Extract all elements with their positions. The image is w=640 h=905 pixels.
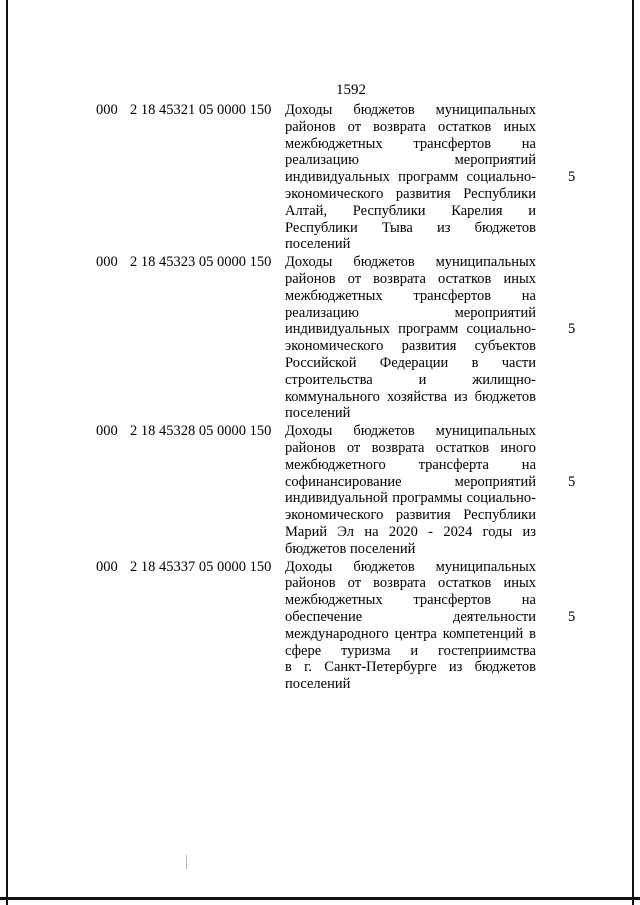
description-line: районов от возврата остатков иных [285, 270, 536, 287]
norm-percent-value: 5 [568, 169, 576, 186]
norm-percent-value: 5 [568, 473, 576, 490]
description-line: обеспечение деятельности [285, 608, 536, 625]
budget-code-table [0, 102, 640, 694]
budget-classification-code: 2 18 45321 05 0000 150 [130, 102, 272, 118]
description-line: реализацию мероприятий [285, 304, 536, 321]
description-line: межбюджетных трансфертов на [285, 287, 536, 304]
description-line: экономического развития Республики [285, 507, 536, 524]
income-description [285, 102, 536, 253]
description-line: районов от возврата остатков иных [285, 575, 536, 592]
description-line: экономического развития Республики [285, 185, 536, 202]
admin-code: 000 [96, 254, 118, 271]
budget-classification-code: 2 18 45328 05 0000 150 [130, 423, 272, 440]
description-line: Доходы бюджетов муниципальных [285, 254, 536, 271]
table-row [0, 102, 640, 253]
description-line: международного центра компетенций в [285, 625, 536, 642]
description-line: поселений [285, 236, 351, 253]
description-line: сфере туризма и гостеприимства [285, 642, 536, 659]
description-line: индивидуальных программ социально- [285, 169, 536, 186]
table-row [0, 254, 640, 422]
description-line: Марий Эл на 2020 - 2024 годы из [285, 523, 536, 540]
description-line: Доходы бюджетов муниципальных [285, 423, 536, 440]
description-line: межбюджетных трансфертов на [285, 592, 536, 609]
admin-code: 000 [96, 102, 118, 118]
income-description [285, 423, 536, 557]
description-line: индивидуальной программы социально- [285, 490, 536, 507]
description-line: поселений [285, 405, 351, 422]
income-description [285, 254, 536, 422]
admin-code: 000 [96, 423, 118, 440]
table-row [0, 423, 640, 557]
budget-classification-code: 2 18 45337 05 0000 150 [130, 558, 272, 575]
description-line: строительства и жилищно- [285, 371, 536, 388]
description-line: Российской Федерации в части [285, 354, 536, 371]
table-row [0, 559, 640, 693]
description-line: софинансирование мероприятий [285, 473, 536, 490]
description-line: коммунального хозяйства из бюджетов [285, 388, 536, 405]
description-line: Доходы бюджетов муниципальных [285, 558, 536, 575]
description-line: поселений [285, 676, 351, 693]
page-number: 1592 [336, 82, 366, 98]
scan-artifact [186, 855, 187, 869]
description-line: межбюджетного трансферта на [285, 456, 536, 473]
norm-percent-value: 5 [568, 321, 576, 338]
norm-percent-value: 5 [568, 608, 576, 625]
description-line: Доходы бюджетов муниципальных [285, 102, 536, 118]
description-line: индивидуальных программ социально- [285, 321, 536, 338]
description-line: Алтай, Республики Карелия и [285, 202, 536, 219]
description-line: районов от возврата остатков иного [285, 439, 536, 456]
description-line: экономического развития субъектов [285, 338, 536, 355]
income-description [285, 559, 536, 693]
description-line: реализацию мероприятий [285, 152, 536, 169]
admin-code: 000 [96, 558, 118, 575]
description-line: Республики Тыва из бюджетов [285, 219, 536, 236]
description-line: межбюджетных трансфертов на [285, 135, 536, 152]
description-line: районов от возврата остатков иных [285, 118, 536, 135]
description-line: бюджетов поселений [285, 540, 416, 557]
description-line: в г. Санкт-Петербурге из бюджетов [285, 659, 536, 676]
scan-edge-bottom [0, 897, 640, 900]
budget-classification-code: 2 18 45323 05 0000 150 [130, 254, 272, 271]
